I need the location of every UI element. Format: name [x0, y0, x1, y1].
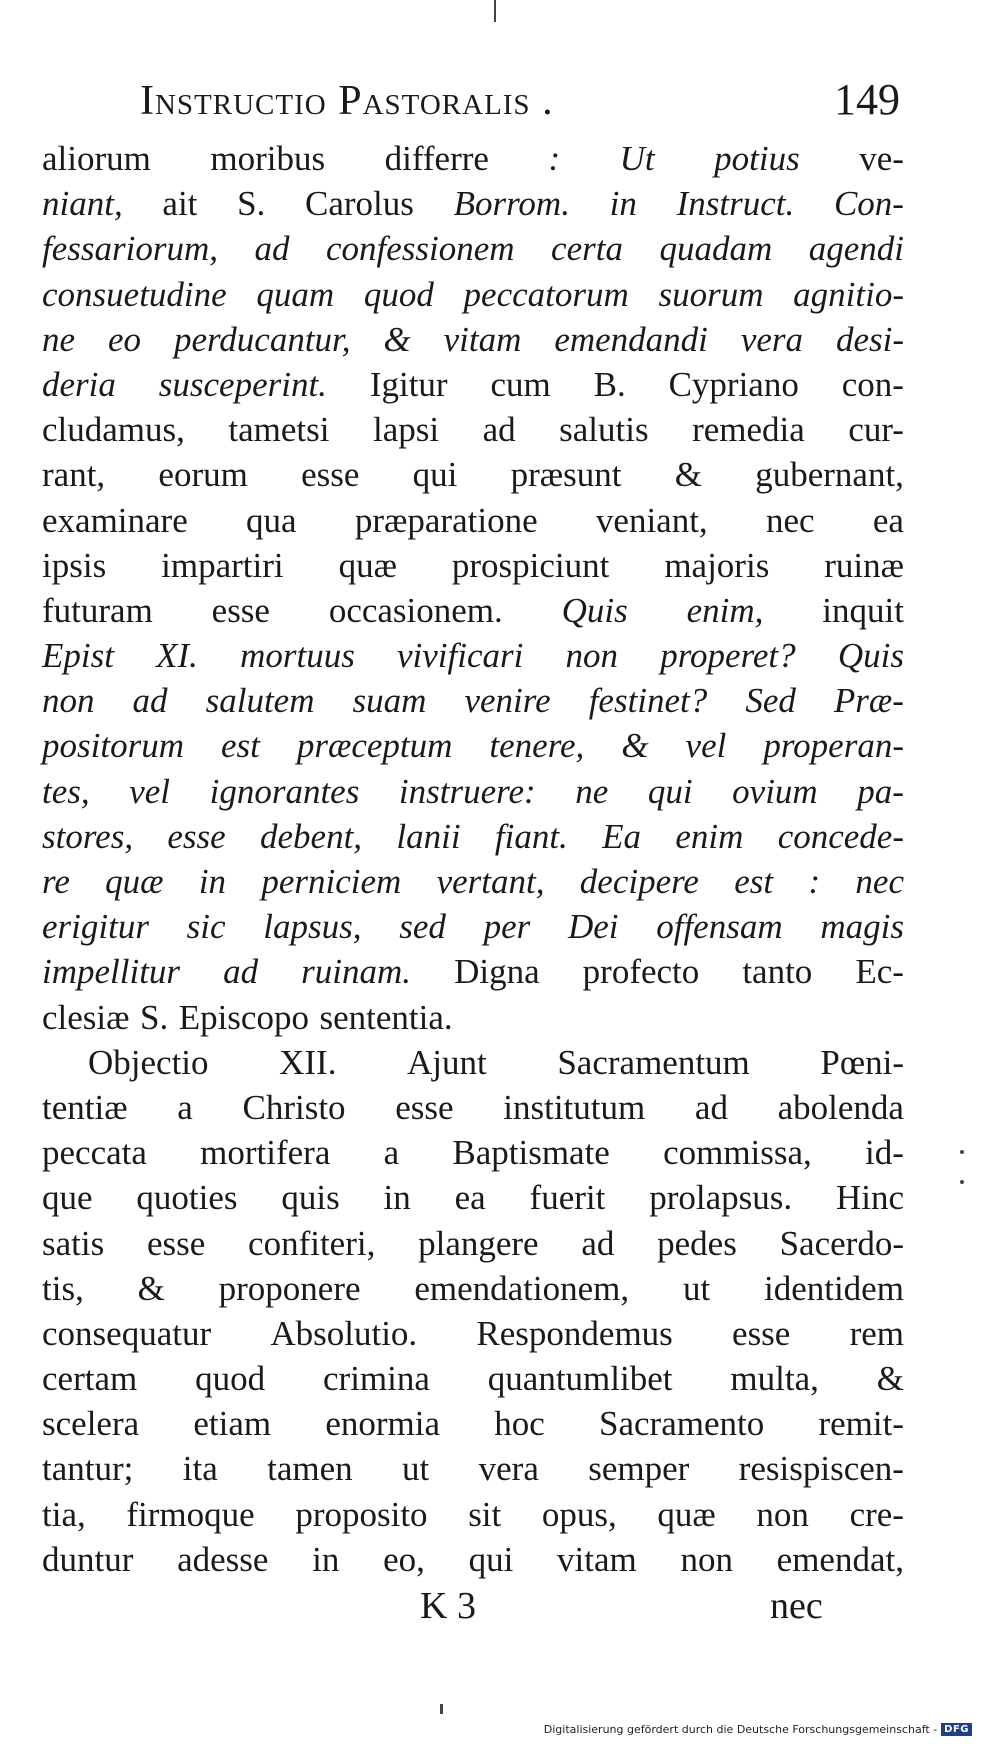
text-line — [42, 904, 904, 949]
word: satis — [42, 1223, 105, 1263]
word: majoris — [664, 545, 770, 585]
word: tis, — [42, 1268, 84, 1308]
word: consequatur — [42, 1313, 212, 1353]
word: instruere: — [398, 771, 536, 811]
word: remit- — [818, 1404, 904, 1444]
word: ea — [872, 500, 904, 540]
word: Baptismate — [452, 1133, 610, 1173]
word: XII. — [279, 1042, 337, 1082]
word: peccata — [42, 1133, 147, 1173]
word: nec — [855, 862, 904, 901]
word: Con- — [833, 184, 904, 224]
word: & — [621, 726, 649, 766]
word: qui — [647, 771, 693, 811]
word: quæ — [657, 1494, 716, 1534]
text-line — [42, 272, 904, 317]
word: in — [198, 862, 227, 901]
word: tenere, — [489, 726, 585, 766]
text-line — [42, 452, 904, 497]
word: vertant, — [436, 862, 545, 901]
word: susceperint. — [158, 364, 327, 404]
word: eo — [107, 319, 142, 359]
word: impartiri — [161, 545, 284, 585]
word: inquit — [822, 590, 904, 630]
body-text — [42, 136, 904, 1582]
word: Sacramento — [599, 1404, 765, 1444]
credit-text: Digitalisierung gefördert durch die Deutsche Forschungsgemeinschaft - — [543, 1723, 938, 1736]
word: in — [312, 1539, 340, 1579]
text-line — [42, 1356, 904, 1401]
word: hoc — [494, 1404, 545, 1444]
word: Epist — [42, 636, 114, 676]
word: Quis — [837, 636, 904, 676]
word: præparatione — [354, 500, 538, 540]
word: que — [42, 1178, 93, 1218]
text-line — [42, 1085, 904, 1130]
word: decipere — [579, 862, 699, 901]
word: ad — [132, 681, 168, 721]
text-line — [42, 1266, 904, 1311]
word: Dei — [567, 907, 619, 947]
text-line — [42, 1221, 904, 1266]
word: consuetudine — [42, 274, 227, 314]
word: vitam — [443, 319, 522, 359]
word: duntur — [42, 1539, 134, 1579]
word: vera — [740, 319, 804, 359]
word: tentiæ — [42, 1087, 128, 1127]
text-line — [42, 181, 904, 226]
word: prospiciunt — [451, 545, 610, 585]
word: salutis — [559, 410, 649, 450]
word: concede- — [777, 816, 904, 856]
word: tametsi — [228, 410, 330, 450]
text-line — [42, 859, 904, 904]
word: quod — [363, 274, 434, 314]
word: clesiæ — [42, 997, 130, 1037]
word: & — [137, 1268, 165, 1308]
word: quis — [281, 1178, 340, 1218]
word: Objectio — [88, 1042, 209, 1082]
word: emendationem, — [414, 1268, 630, 1308]
word: fessariorum, — [42, 229, 218, 269]
word: lapsus, — [263, 907, 362, 947]
word: Digna — [454, 952, 540, 992]
word: agnitio- — [793, 274, 904, 314]
word: ita — [182, 1449, 218, 1489]
word: qui — [412, 455, 458, 495]
word: identidem — [763, 1268, 904, 1308]
word: non — [680, 1539, 733, 1579]
word: esse — [395, 1087, 454, 1127]
word: salutem — [205, 681, 315, 721]
text-line — [42, 769, 904, 814]
word: : — [808, 862, 821, 901]
word: moribus — [210, 139, 326, 178]
catchword: nec — [770, 1585, 823, 1627]
text-line — [42, 995, 904, 1040]
text-line — [42, 1446, 904, 1491]
word: peccatorum — [463, 274, 629, 314]
word: suorum — [658, 274, 764, 314]
word: profecto — [582, 952, 700, 992]
word: opus, — [541, 1494, 617, 1534]
word: sic — [186, 907, 226, 947]
word: scelera — [42, 1404, 140, 1444]
word: ne — [42, 319, 76, 359]
word: esse — [211, 590, 270, 630]
word: aliorum — [42, 139, 151, 178]
word: futuram — [42, 590, 153, 630]
word: B. — [593, 364, 626, 404]
word: in — [609, 184, 637, 224]
word: Instruct. — [676, 184, 795, 224]
word: Ajunt — [407, 1042, 487, 1082]
word: ad — [482, 410, 516, 450]
word: Sacramentum — [557, 1042, 750, 1082]
word: tia, — [42, 1494, 86, 1534]
word: enormia — [325, 1404, 441, 1444]
word: positorum — [42, 726, 184, 766]
text-line — [42, 543, 904, 588]
word: Sed — [745, 681, 796, 721]
word: etiam — [193, 1404, 272, 1444]
word: ipsis — [42, 545, 107, 585]
word: & — [876, 1359, 904, 1399]
word: remedia — [692, 410, 805, 450]
word: Præ- — [833, 681, 904, 721]
word: vel — [129, 771, 171, 811]
word: Christo — [242, 1087, 346, 1127]
word: firmoque — [126, 1494, 255, 1534]
word: examinare — [42, 500, 188, 540]
word: suam — [352, 681, 427, 721]
word: est — [220, 726, 260, 766]
digitization-credit — [544, 1723, 972, 1736]
word: cludamus, — [42, 410, 185, 450]
signature-mark: K 3 — [420, 1585, 476, 1627]
text-line — [42, 226, 904, 271]
word: sit — [468, 1494, 502, 1534]
word: tantur; — [42, 1449, 134, 1489]
word: multa, — [730, 1359, 819, 1399]
word: id- — [865, 1133, 904, 1173]
word: Igitur — [369, 364, 448, 404]
word: mortifera — [200, 1133, 331, 1173]
scan-speck — [960, 1150, 964, 1154]
word: ad — [694, 1087, 728, 1127]
word: ad — [254, 229, 290, 269]
text-line — [42, 1130, 904, 1175]
word: certa — [551, 229, 623, 269]
word: fuerit — [529, 1178, 606, 1218]
word: properet? — [660, 636, 796, 676]
word: perducantur, — [173, 319, 351, 359]
word: quæ — [105, 862, 164, 901]
word: esse — [146, 1223, 206, 1263]
word: Sacerdo- — [779, 1223, 904, 1263]
text-line — [42, 1492, 904, 1537]
word: lanii — [396, 816, 461, 856]
word: ad — [223, 952, 259, 992]
word: non — [756, 1494, 809, 1534]
word: S. — [139, 997, 169, 1037]
word: deria — [42, 364, 116, 404]
text-line — [42, 407, 904, 452]
word: eorum — [158, 455, 248, 495]
word: abolenda — [777, 1087, 904, 1127]
word: ait — [162, 184, 198, 224]
text-line — [42, 1537, 904, 1582]
word: ne — [575, 771, 609, 811]
word: ea — [454, 1178, 486, 1218]
word: adesse — [177, 1539, 269, 1579]
word: resispiscen- — [738, 1449, 904, 1489]
word: quantumlibet — [487, 1359, 673, 1399]
word: ignorantes — [209, 771, 360, 811]
text-line — [42, 678, 904, 723]
word: quam — [256, 274, 335, 314]
word: ve- — [859, 139, 904, 178]
word: agendi — [808, 229, 904, 269]
word: S. — [237, 184, 266, 224]
word: Ut — [619, 139, 655, 178]
scan-speck — [960, 1180, 964, 1184]
word: offensam — [656, 907, 783, 947]
word: Quis — [561, 590, 628, 630]
word: ut — [402, 1449, 430, 1489]
word: stores, — [42, 816, 134, 856]
word: vivificari — [397, 636, 524, 676]
text-line — [42, 633, 904, 678]
word: rem — [849, 1313, 904, 1353]
word: mortuus — [240, 636, 355, 676]
word: Episcopo — [178, 997, 309, 1037]
word: esse — [301, 455, 360, 495]
word: confiteri, — [248, 1223, 376, 1263]
word: gubernant, — [755, 455, 904, 495]
word: proponere — [218, 1268, 361, 1308]
word: fiant. — [494, 816, 568, 856]
word: emendat, — [776, 1539, 904, 1579]
word: ut — [682, 1268, 711, 1308]
word: pa- — [857, 771, 904, 811]
word: erigitur — [42, 907, 149, 947]
word: eo, — [383, 1539, 425, 1579]
text-line — [42, 814, 904, 859]
word: occasionem. — [328, 590, 503, 630]
word: quoties — [136, 1178, 238, 1218]
word: nec — [765, 500, 815, 540]
word: differre — [384, 139, 489, 178]
word: cre- — [849, 1494, 904, 1534]
word: non — [565, 636, 619, 676]
word: rant, — [42, 455, 106, 495]
word: Cypriano — [668, 364, 799, 404]
word: vera — [478, 1449, 539, 1489]
word: præceptum — [296, 726, 453, 766]
word: veniant, — [595, 500, 708, 540]
word: crimina — [323, 1359, 430, 1399]
word: ruinæ — [824, 545, 904, 585]
word: Respondemus — [476, 1313, 673, 1353]
word: non — [42, 681, 95, 721]
word: a — [177, 1087, 193, 1127]
word: sed — [399, 907, 446, 947]
page-footer — [0, 1584, 1000, 1644]
text-line — [42, 1401, 904, 1446]
word: cur- — [848, 410, 904, 450]
word: enim, — [686, 590, 764, 630]
word: tanto — [742, 952, 813, 992]
page-number: 149 — [834, 75, 900, 124]
word: sententia. — [319, 997, 453, 1037]
text-line — [42, 1040, 904, 1085]
word: re — [42, 862, 70, 901]
word: perniciem — [261, 862, 402, 901]
word: potius — [714, 139, 800, 178]
text-line — [42, 317, 904, 362]
word: confessionem — [325, 229, 515, 269]
word: lapsi — [372, 410, 440, 450]
word: enim — [675, 816, 744, 856]
word: desi- — [835, 319, 904, 359]
word: qui — [468, 1539, 514, 1579]
word: certam — [42, 1359, 138, 1399]
word: ruinam. — [301, 952, 412, 992]
word: vitam — [557, 1539, 637, 1579]
word: & — [383, 319, 411, 359]
scan-speck — [440, 1704, 443, 1714]
word: impellitur — [42, 952, 181, 992]
word: ad — [581, 1223, 615, 1263]
word: magis — [820, 907, 904, 947]
word: tes, — [42, 771, 90, 811]
word: festinet? — [588, 681, 708, 721]
word: semper — [588, 1449, 690, 1489]
word: tamen — [267, 1449, 353, 1489]
word: qua — [246, 500, 297, 540]
word: quod — [195, 1359, 266, 1399]
word: quæ — [338, 545, 397, 585]
word: præsunt — [510, 455, 622, 495]
text-line — [42, 362, 904, 407]
word: quadam — [659, 229, 773, 269]
word: venire — [464, 681, 551, 721]
scan-speck — [494, 0, 496, 22]
word: & — [674, 455, 702, 495]
word: con- — [841, 364, 904, 404]
word: esse — [167, 816, 226, 856]
text-line — [42, 1175, 904, 1220]
word: plangere — [418, 1223, 539, 1263]
text-line — [42, 949, 904, 994]
word: debent, — [260, 816, 363, 856]
text-line — [42, 136, 904, 181]
word: institutum — [503, 1087, 646, 1127]
running-header — [140, 74, 910, 134]
word: in — [383, 1178, 411, 1218]
word: emendandi — [554, 319, 708, 359]
word: Ec- — [855, 952, 904, 992]
word: pedes — [657, 1223, 737, 1263]
text-line — [42, 723, 904, 768]
word: Carolus — [305, 184, 414, 224]
word: per — [483, 907, 531, 947]
word: XI. — [156, 636, 198, 676]
text-line — [42, 1311, 904, 1356]
text-line — [42, 588, 904, 633]
word: proposito — [295, 1494, 428, 1534]
word: Borrom. — [453, 184, 570, 224]
word: a — [383, 1133, 400, 1173]
word: vel — [685, 726, 727, 766]
word: ovium — [732, 771, 818, 811]
word: Absolutio. — [270, 1313, 418, 1353]
dfg-logo: DFG — [941, 1723, 972, 1736]
word: est — [734, 862, 774, 901]
word: cum — [490, 364, 551, 404]
word: esse — [732, 1313, 791, 1353]
text-line — [42, 498, 904, 543]
word: Hinc — [835, 1178, 904, 1218]
word: Pœni- — [820, 1042, 904, 1082]
word: prolapsus. — [649, 1178, 793, 1218]
header-title: Instructio Pastoralis . — [140, 78, 554, 124]
word: properan- — [763, 726, 904, 766]
word: niant, — [42, 184, 123, 224]
word: : — [548, 139, 561, 178]
word: commissa, — [663, 1133, 812, 1173]
word: Ea — [602, 816, 642, 856]
